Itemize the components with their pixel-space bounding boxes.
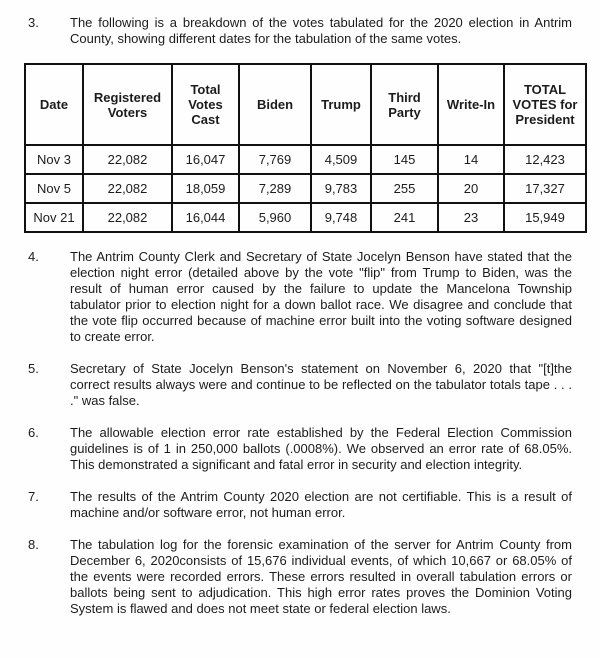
cell-registered-voters: 22,082 xyxy=(83,145,172,174)
table-header-third-party: Third Party xyxy=(371,64,438,145)
item-text: The results of the Antrim County 2020 election are not certifiable. This is a result of machine and/or software error, not human error. xyxy=(70,489,572,520)
paragraph-3 xyxy=(0,15,600,47)
item-text: The tabulation log for the forensic examination of the server for Antrim County from December 6, 2020consists of 15,676 individual events, of which 10,667 or 68.05% of the events were recorded errors. These errors resulted in overall tabulation errors or ballots being sent to adjudication. This high error rates proves the Dominion Voting System is flawed and does not meet state or federal election laws. xyxy=(70,537,572,616)
cell-trump: 9,783 xyxy=(311,174,371,203)
cell-total-votes-cast: 16,044 xyxy=(172,203,239,232)
item-number: 4. xyxy=(28,249,39,264)
paragraph-8 xyxy=(0,537,600,617)
paragraph-5 xyxy=(0,361,600,409)
item-text: The following is a breakdown of the votes tabulated for the 2020 election in Antrim County, showing different dates for the tabulation of the same votes. xyxy=(70,15,572,46)
table-header-registered-voters: Registered Voters xyxy=(83,64,172,145)
paragraph-4 xyxy=(0,249,600,345)
table-header-trump: Trump xyxy=(311,64,371,145)
cell-third-party: 241 xyxy=(371,203,438,232)
table-header-total-votes-cast: Total Votes Cast xyxy=(172,64,239,145)
table-header-biden: Biden xyxy=(239,64,311,145)
cell-registered-voters: 22,082 xyxy=(83,203,172,232)
cell-trump: 9,748 xyxy=(311,203,371,232)
cell-trump: 4,509 xyxy=(311,145,371,174)
table-header-date: Date xyxy=(25,64,83,145)
cell-date: Nov 3 xyxy=(25,145,83,174)
table-row xyxy=(25,203,586,232)
table-row xyxy=(25,145,586,174)
cell-third-party: 255 xyxy=(371,174,438,203)
cell-third-party: 145 xyxy=(371,145,438,174)
cell-write-in: 14 xyxy=(438,145,504,174)
table-header-row xyxy=(25,64,586,145)
vote-tabulation-table xyxy=(24,63,587,233)
cell-biden: 7,289 xyxy=(239,174,311,203)
cell-date: Nov 21 xyxy=(25,203,83,232)
item-text: The allowable election error rate established by the Federal Election Commission guidelines is of 1 in 250,000 ballots (.0008%). We observed an error rate of 68.05%. This demonstrated a significant and fatal error in security and election integrity. xyxy=(70,425,572,472)
item-number: 7. xyxy=(28,489,39,504)
paragraph-7 xyxy=(0,489,600,521)
cell-total-votes-cast: 16,047 xyxy=(172,145,239,174)
table-header-write-in: Write-In xyxy=(438,64,504,145)
cell-biden: 7,769 xyxy=(239,145,311,174)
table-header-total-votes-president: TOTAL VOTES for President xyxy=(504,64,586,145)
cell-write-in: 20 xyxy=(438,174,504,203)
item-text: The Antrim County Clerk and Secretary of State Jocelyn Benson have stated that the election night error (detailed above by the vote "flip" from Trump to Biden, was the result of human error caused by the failure to update the Mancelona Township tabulator prior to election night for a down ballot race. We disagree and conclude that the vote flip occurred because of machine error built into the voting software designed to create error. xyxy=(70,249,572,344)
table-row xyxy=(25,174,586,203)
cell-total-votes: 12,423 xyxy=(504,145,586,174)
paragraph-6 xyxy=(0,425,600,473)
cell-write-in: 23 xyxy=(438,203,504,232)
item-number: 6. xyxy=(28,425,39,440)
cell-biden: 5,960 xyxy=(239,203,311,232)
item-number: 8. xyxy=(28,537,39,552)
cell-total-votes: 15,949 xyxy=(504,203,586,232)
cell-registered-voters: 22,082 xyxy=(83,174,172,203)
item-number: 3. xyxy=(28,15,39,30)
cell-total-votes-cast: 18,059 xyxy=(172,174,239,203)
cell-date: Nov 5 xyxy=(25,174,83,203)
item-number: 5. xyxy=(28,361,39,376)
cell-total-votes: 17,327 xyxy=(504,174,586,203)
item-text: Secretary of State Jocelyn Benson's statement on November 6, 2020 that "[t]the correct results always were and continue to be reflected on the tabulator totals tape . . . ." was false. xyxy=(70,361,572,408)
